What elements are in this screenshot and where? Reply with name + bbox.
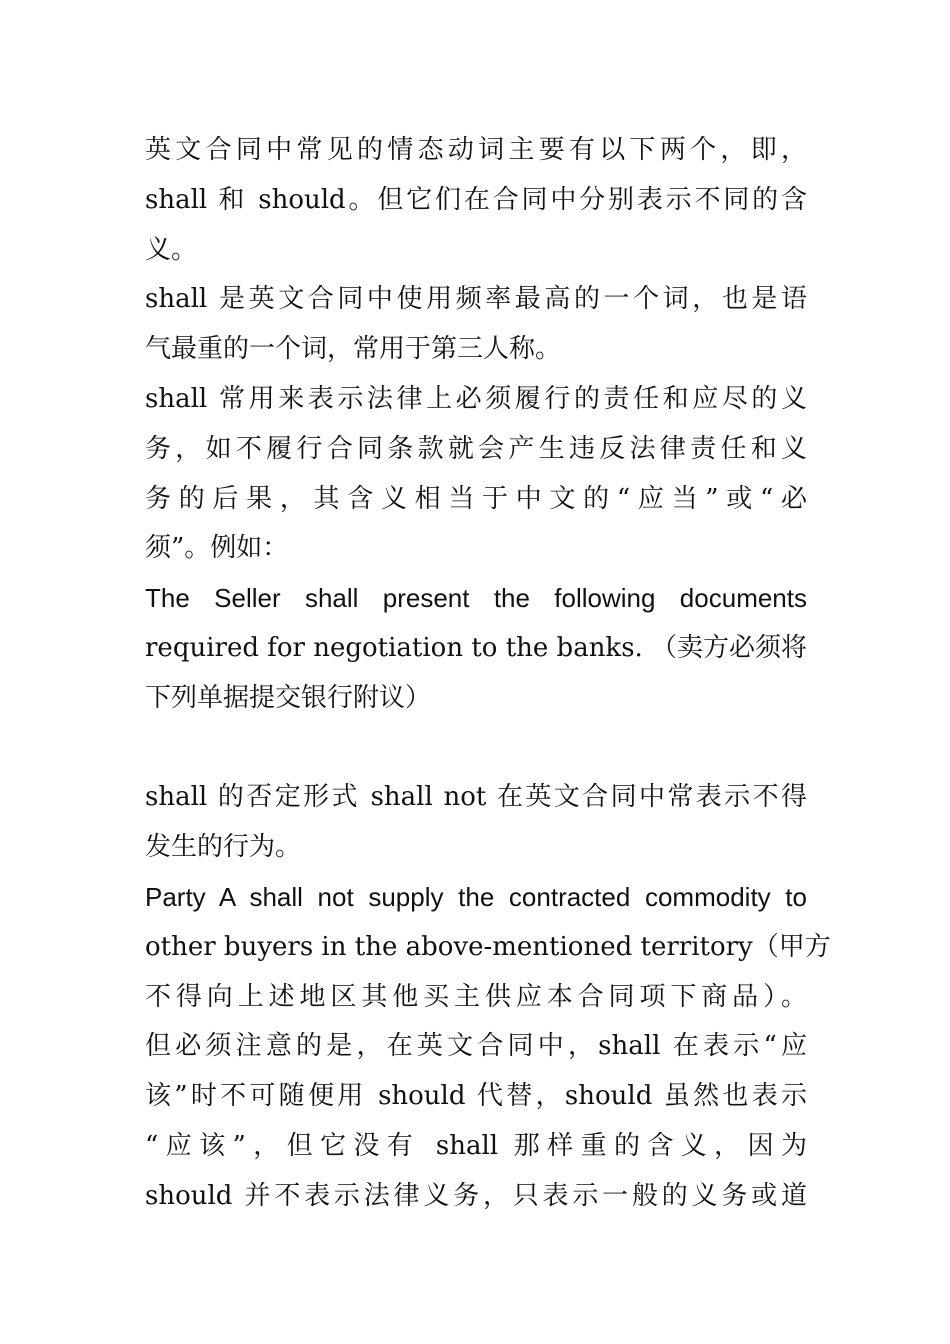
text-line: Party A shall not supply the contracted commodity to <box>145 881 807 912</box>
text-line: 英文合同中常见的情态动词主要有以下两个，即， <box>145 135 807 165</box>
text-line: shall 和 should。但它们在合同中分别表示不同的含 <box>145 184 807 215</box>
text-line: 但必须注意的是，在英文合同中，shall 在表示“应 <box>145 1031 807 1062</box>
text-line: 气最重的一个词，常用于第三人称。 <box>145 334 562 365</box>
text-line: “应该”，但它没有 shall 那样重的含义，因为 <box>145 1130 807 1161</box>
text-line: required for negotiation to the banks. （卖方必须将 <box>145 632 808 663</box>
text-line: 该”时不可随便用 should 代替，should 虽然也表示 <box>145 1081 807 1112</box>
blank-line <box>145 724 807 774</box>
document-body <box>145 126 831 1222</box>
text-line: The Seller shall present the following documents <box>145 583 807 614</box>
text-line: 义。 <box>145 234 198 265</box>
text-line: 须”。例如： <box>145 533 289 564</box>
text-line: 下列单据提交银行附议） <box>145 682 432 713</box>
text-line: shall 是英文合同中使用频率最高的一个词，也是语 <box>145 284 807 315</box>
text-line: shall 的否定形式 shall not 在英文合同中常表示不得 <box>145 782 807 813</box>
text-line: 不得向上述地区其他买主供应本合同项下商品）。 <box>145 981 807 1012</box>
text-line: should 并不表示法律义务，只表示一般的义务或道 <box>145 1180 807 1211</box>
text-line: 发生的行为。 <box>145 832 302 863</box>
text-line: 务的后果，其含义相当于中文的“应当”或“必 <box>145 483 807 514</box>
text-line: other buyers in the above-mentioned territory（甲方 <box>145 931 831 962</box>
text-line: 务，如不履行合同条款就会产生违反法律责任和义 <box>145 433 807 464</box>
text-line: shall 常用来表示法律上必须履行的责任和应尽的义 <box>145 383 807 414</box>
